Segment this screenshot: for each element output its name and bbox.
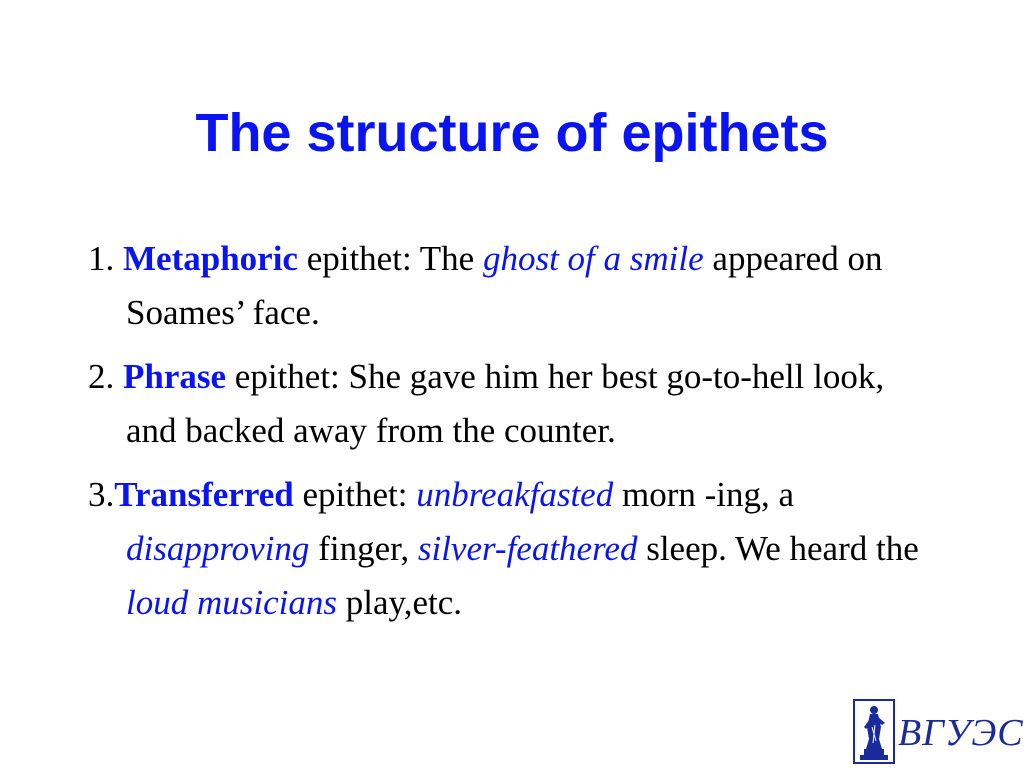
example-phrase: disapproving bbox=[126, 529, 310, 568]
example-phrase: unbreakfasted bbox=[416, 475, 614, 514]
item-text: play,etc. bbox=[336, 583, 463, 622]
list-item-metaphoric bbox=[88, 232, 928, 340]
item-number: 1. bbox=[88, 239, 123, 278]
logo-wordmark: ВГУЭС bbox=[898, 712, 1024, 754]
item-text: epithet: bbox=[293, 475, 417, 514]
item-keyword: Phrase bbox=[123, 357, 227, 396]
slide-title: The structure of epithets bbox=[195, 103, 829, 163]
university-logo bbox=[852, 697, 1022, 765]
item-keyword: Transferred bbox=[114, 475, 294, 514]
example-phrase: silver-feathered bbox=[417, 529, 638, 568]
item-text: epithet: She gave him her best go-to-hell look, and backed away from the counter. bbox=[126, 357, 885, 450]
item-text: appeared on Soames’ face. bbox=[126, 239, 883, 332]
example-phrase: loud musicians bbox=[126, 583, 337, 622]
item-number: 3. bbox=[88, 475, 115, 514]
slide-body bbox=[88, 232, 928, 640]
item-text: finger, bbox=[309, 529, 418, 568]
list-item-phrase bbox=[88, 350, 928, 458]
item-keyword: Metaphoric bbox=[123, 239, 298, 278]
item-text: morn -ing, a bbox=[613, 475, 795, 514]
statue-emblem-icon bbox=[852, 697, 896, 765]
item-text: sleep. We heard the bbox=[637, 529, 919, 568]
item-text: epithet: The bbox=[297, 239, 483, 278]
example-phrase: ghost of a smile bbox=[482, 239, 704, 278]
item-number: 2. bbox=[88, 357, 123, 396]
list-item-transferred bbox=[88, 468, 928, 630]
